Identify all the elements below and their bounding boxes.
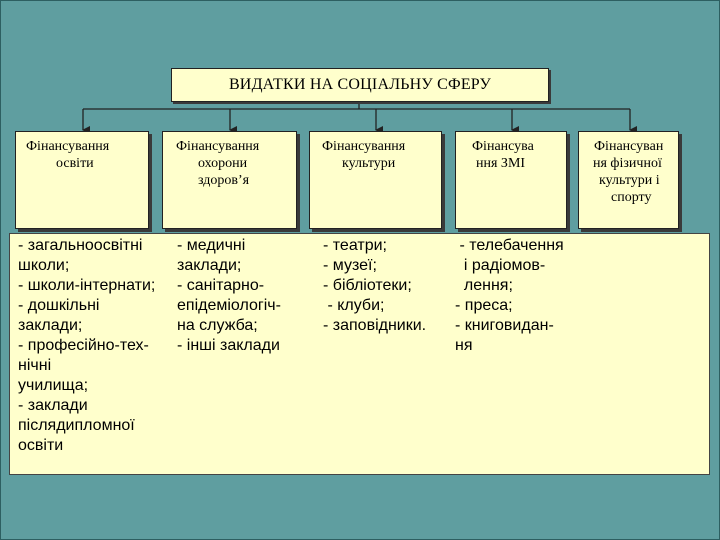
- details-column-culture: [323, 236, 426, 336]
- detail-line: заклади;: [18, 317, 83, 334]
- detail-line: - бібліотеки;: [323, 277, 412, 294]
- detail-line: ня: [455, 337, 473, 354]
- category-line: здоров’я: [198, 173, 250, 188]
- detail-line: - музеї;: [323, 257, 377, 274]
- detail-line: післядипломної: [18, 417, 135, 434]
- category-line: культури: [342, 156, 396, 171]
- category-line: культури і: [599, 173, 660, 188]
- category-box-health: [162, 131, 297, 229]
- category-line: Фінансування: [176, 139, 260, 154]
- detail-line: заклади;: [177, 257, 242, 274]
- detail-line: освіти: [18, 437, 64, 454]
- diagram-title: ВИДАТКИ НА СОЦІАЛЬНУ СФЕРУ: [171, 68, 549, 102]
- detail-line: - санітарно-: [177, 277, 265, 294]
- category-box-sport: [578, 131, 679, 229]
- details-column-media: [455, 236, 564, 356]
- detail-line: лення;: [455, 277, 513, 294]
- detail-line: на служба;: [177, 317, 258, 334]
- detail-line: і радіомов-: [455, 257, 546, 274]
- category-line: Фінансування: [322, 139, 406, 154]
- category-line: ня фізичної: [593, 156, 662, 171]
- detail-line: училища;: [18, 377, 89, 394]
- detail-line: - професійно-тех-: [18, 337, 149, 354]
- category-box-culture: [309, 131, 442, 229]
- category-line: Фінансуван: [594, 139, 664, 154]
- details-column-education: [18, 236, 155, 456]
- category-line: Фінансування: [26, 139, 110, 154]
- detail-line: - преса;: [455, 297, 513, 314]
- detail-line: - школи-інтернати;: [18, 277, 156, 294]
- detail-line: - книговидан-: [455, 317, 554, 334]
- category-line: охорони: [198, 156, 248, 171]
- detail-line: епідеміологіч-: [177, 297, 281, 314]
- category-line: освіти: [56, 156, 94, 171]
- category-line: Фінансува: [472, 139, 534, 154]
- category-line: спорту: [611, 190, 652, 205]
- detail-line: - телебачення: [455, 237, 564, 254]
- detail-line: - театри;: [323, 237, 387, 254]
- detail-line: - заклади: [18, 397, 88, 414]
- detail-line: - заповідники.: [323, 317, 427, 334]
- detail-line: - інші заклади: [177, 337, 280, 354]
- detail-line: нічні: [18, 357, 52, 374]
- detail-line: - клуби;: [323, 297, 385, 314]
- detail-line: - медичні: [177, 237, 246, 254]
- category-box-education: [15, 131, 149, 229]
- category-line: ння ЗМІ: [476, 156, 526, 171]
- details-column-health: [177, 236, 281, 356]
- detail-line: - дошкільні: [18, 297, 100, 314]
- detail-line: школи;: [18, 257, 70, 274]
- category-box-media: [455, 131, 567, 229]
- detail-line: - загальноосвітні: [18, 237, 143, 254]
